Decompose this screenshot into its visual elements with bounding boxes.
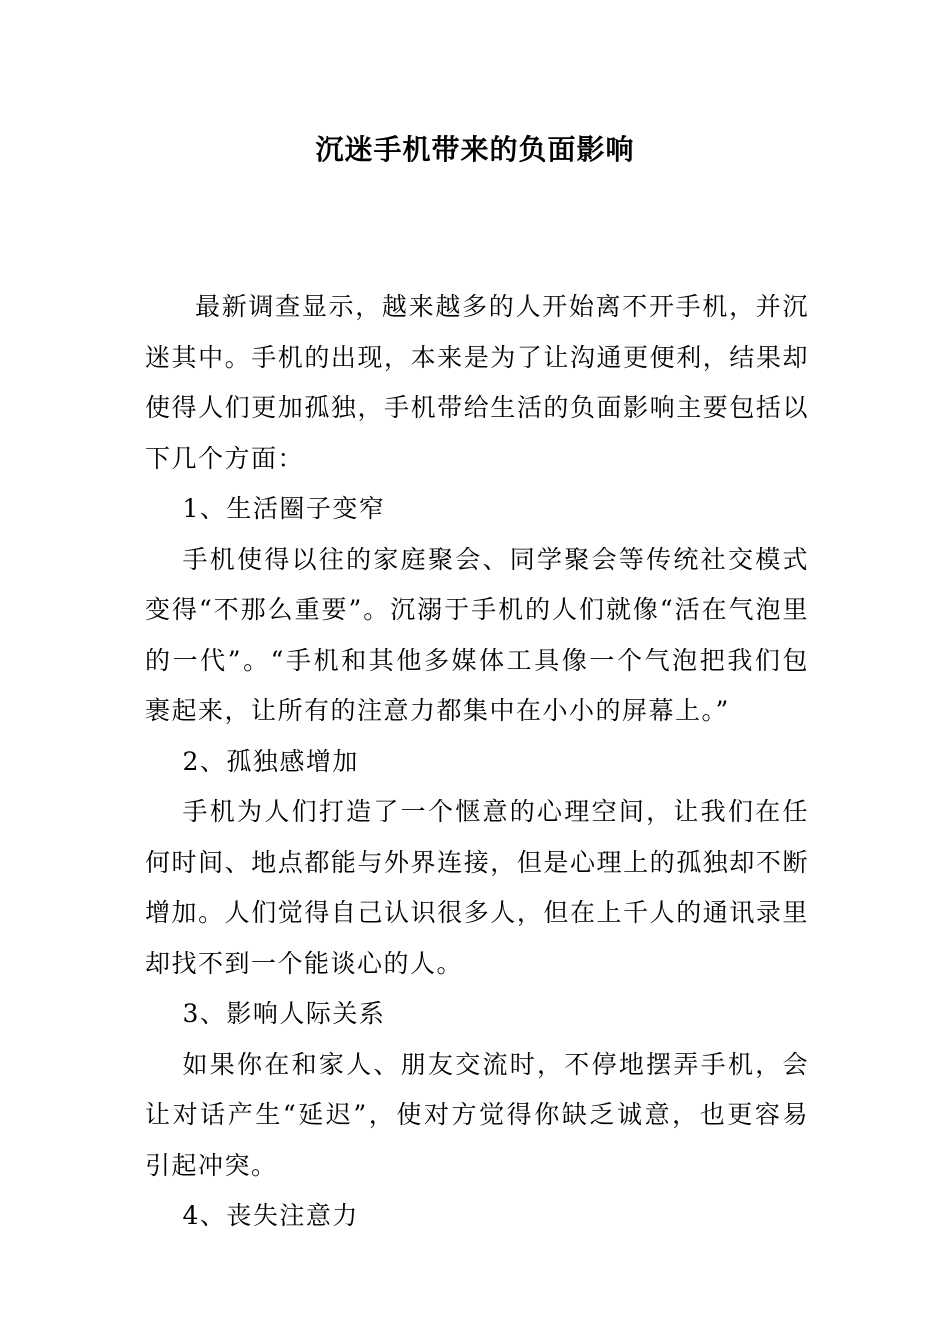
section-paragraph-1: 手机使得以往的家庭聚会、同学聚会等传统社交模式变得“不那么重要”。沉溺于手机的人们就像“活在气泡里的一代”。“手机和其他多媒体工具像一个气泡把我们包裹起来，让所有的注意力都集中在小小的屏幕上。”: [145, 544, 809, 725]
section-paragraph-2: 手机为人们打造了一个惬意的心理空间，让我们在任何时间、地点都能与外界连接，但是心理上的孤独却不断增加。人们觉得自己认识很多人，但在上千人的通讯录里却找不到一个能谈心的人。: [145, 797, 809, 978]
section-heading-4: 4、丧失注意力: [182, 1201, 359, 1230]
section-heading-3: 3、影响人际关系: [182, 999, 386, 1028]
section-paragraph-3: 如果你在和家人、朋友交流时，不停地摆弄手机，会让对话产生“延迟”，使对方觉得你缺乏诚意，也更容易引起冲突。: [145, 1049, 809, 1180]
document-body: [145, 282, 809, 1242]
document-title: 沉迷手机带来的负面影响: [315, 133, 635, 166]
intro-paragraph: 最新调查显示，越来越多的人开始离不开手机，并沉迷其中。手机的出现，本来是为了让沟通更便利，结果却使得人们更加孤独，手机带给生活的负面影响主要包括以下几个方面：: [145, 292, 809, 473]
section-heading-2: 2、孤独感增加: [182, 746, 359, 776]
section-heading-1: 1、生活圈子变窄: [182, 494, 386, 523]
